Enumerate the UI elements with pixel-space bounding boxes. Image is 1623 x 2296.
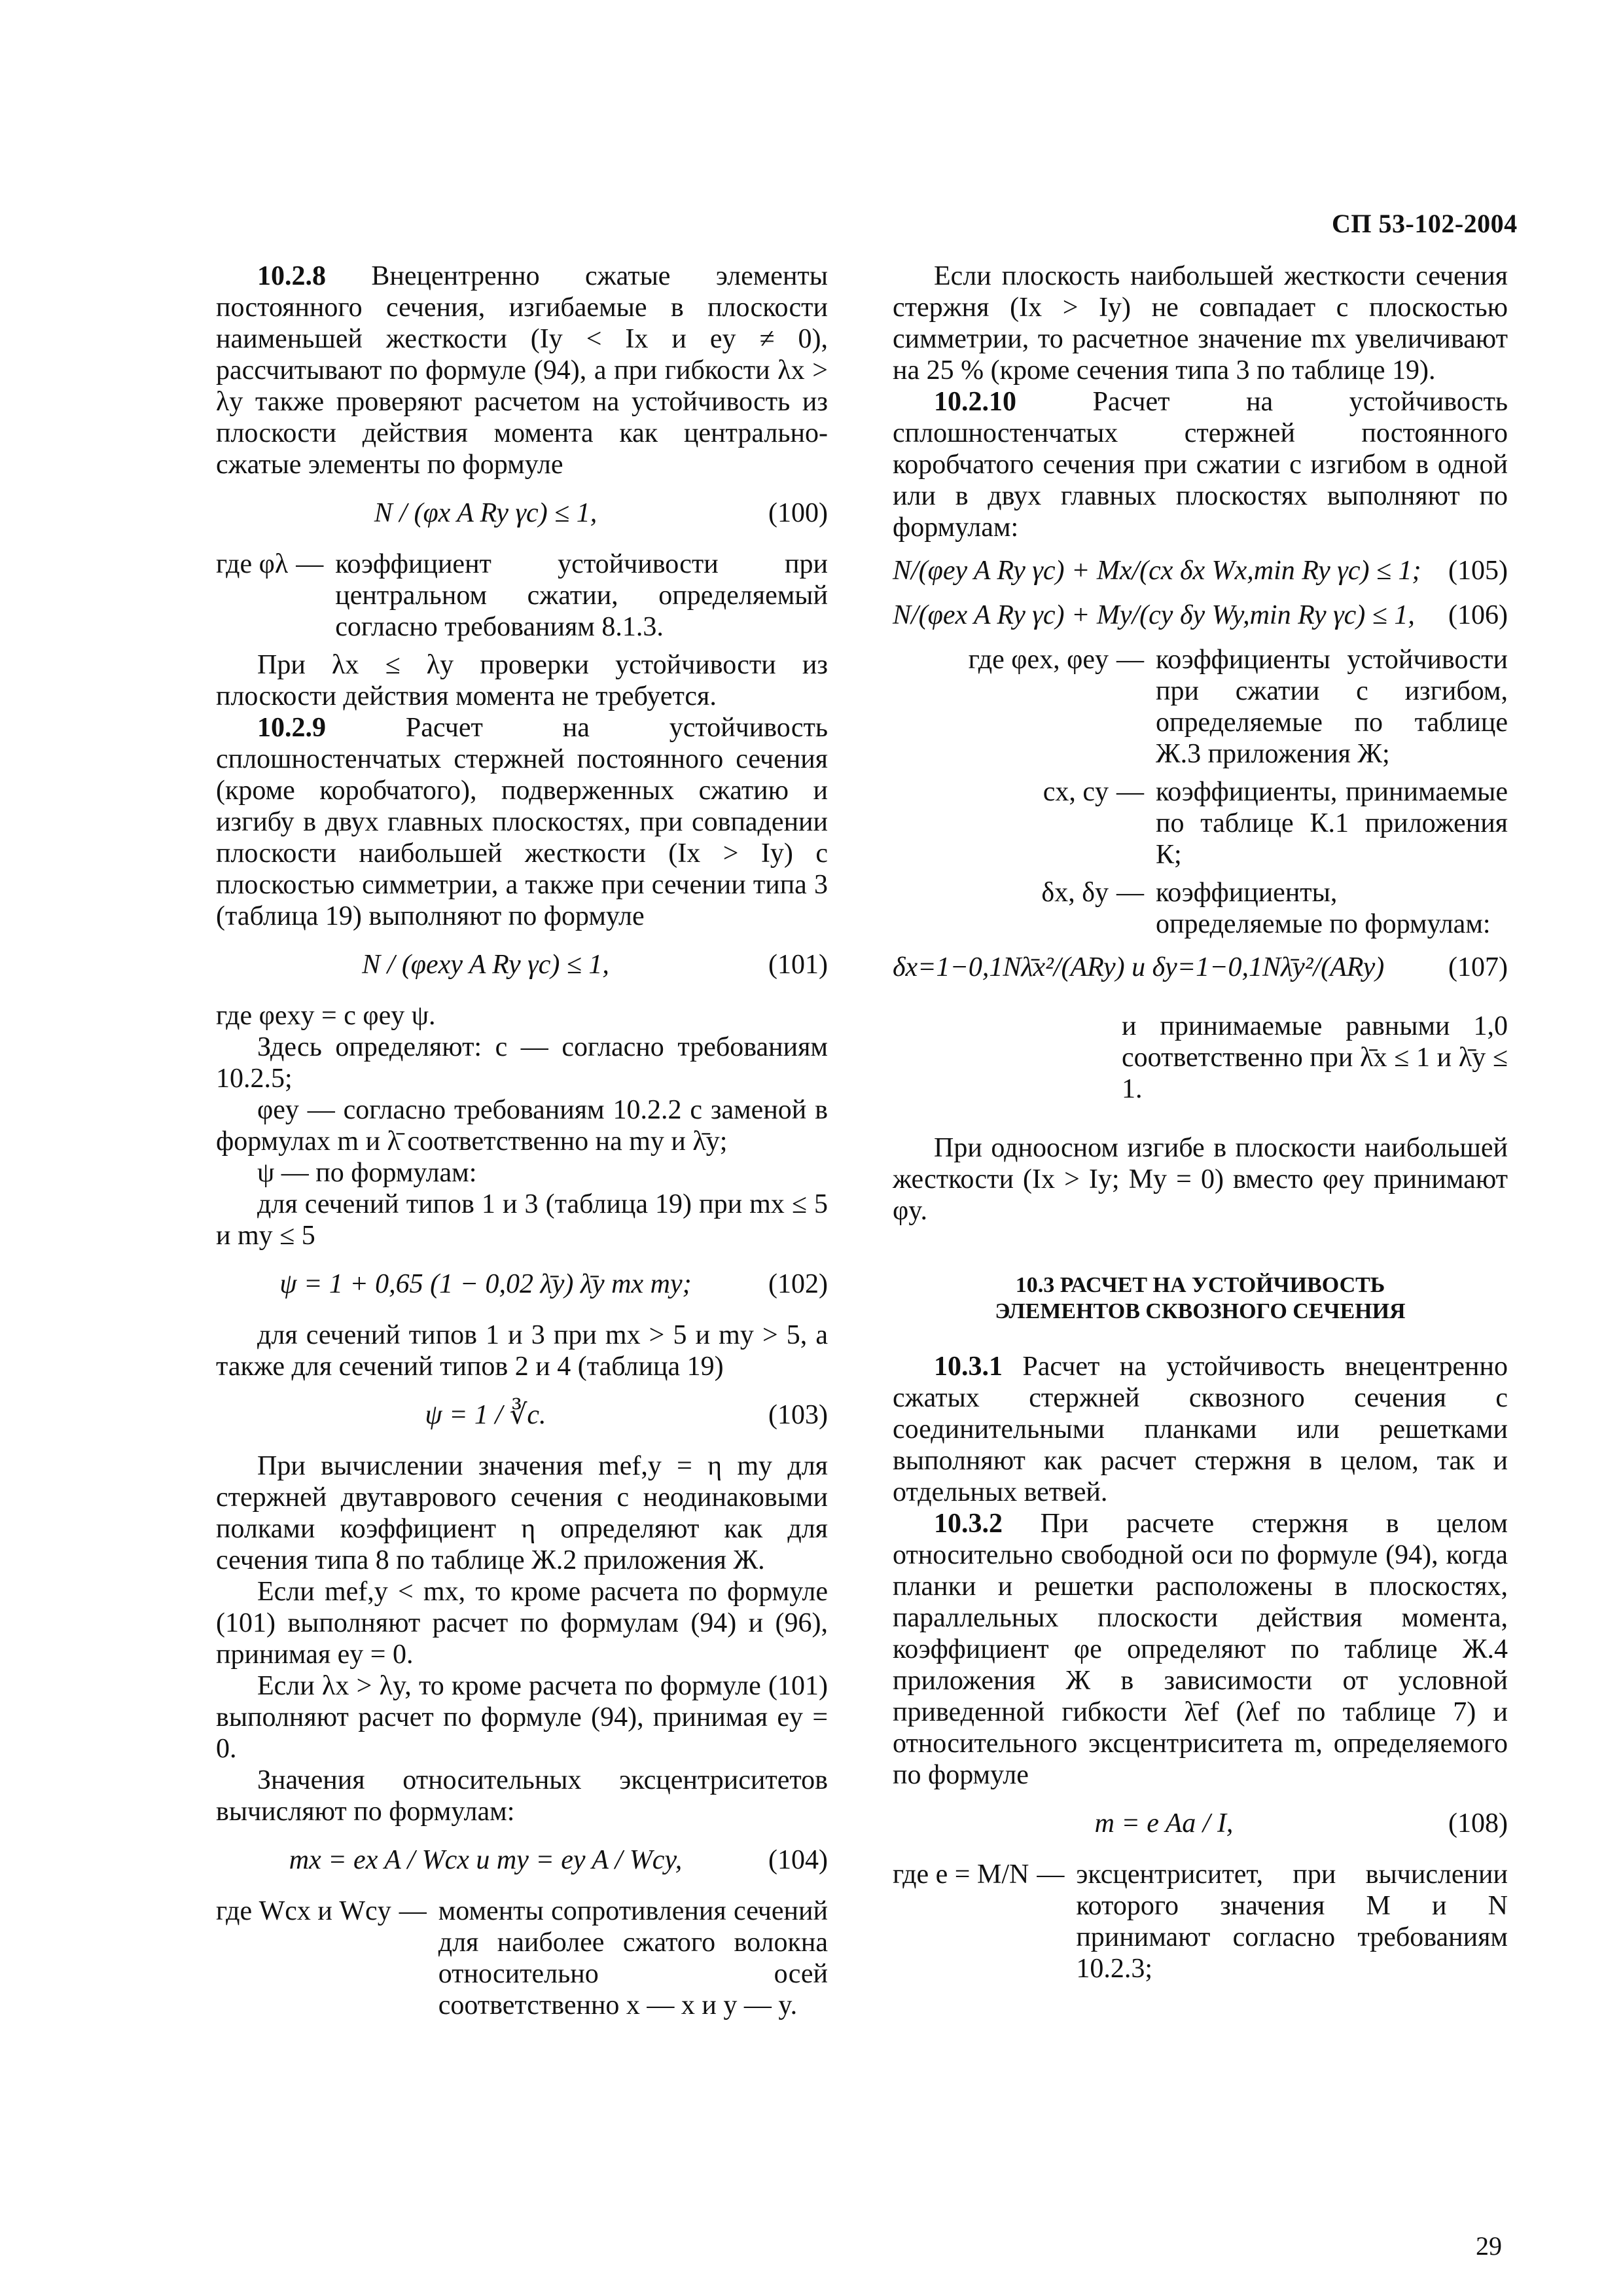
formula-expression: δx=1−0,1Nλ̄x²/(ARy) и δy=1−0,1Nλ̄y²/(ARy) (893, 952, 1385, 982)
paragraph-phiey: φey — согласно требованиям 10.2.2 с заменой в формулах m и λ̄ соответственно на my и λ̄y; (216, 1095, 828, 1157)
where-definition: коэффициент устойчивости при центральном сжатии, определяемый согласно требованиям 8.1.3. (335, 549, 828, 642)
formula-105 (893, 555, 1508, 586)
where-e (893, 1859, 1508, 1984)
where-term: cx, cy (1043, 777, 1109, 807)
formula-104 (216, 1844, 828, 1876)
document-code: СП 53-102-2004 (1332, 209, 1518, 238)
where-term: где φex, φey (968, 645, 1109, 675)
paragraph-text: При расчете стержня в целом относительно свободной оси по формуле (94), когда планки и решетки расположены в плоскостях, параллельных плоскости действия момента, коэффициент φe определяют по таблице Ж.4 приложения Ж в зависимости от условной приведенной гибкости λ̄ef (λef по таблице 7) и относительного эксцентриситета m, определяемого по формуле (893, 1509, 1508, 1790)
paragraph-mef: При вычислении значения mef,y = η my для стержней двутаврового сечения с неодинаковыми полками коэффициент η определяют как для сечения типа 8 по таблице Ж.2 приложения Ж. (216, 1451, 828, 1575)
where-term: где Wcx и Wcy (216, 1896, 391, 1926)
formula-expression: m = e Aa / I, (1094, 1808, 1234, 1839)
formula-expression: N/(φey A Ry γc) + Mx/(cx δx Wx,min Ry γc) ≤ 1; (893, 556, 1421, 586)
paragraph-uniaxial: При одноосном изгибе в плоскости наибольшей жесткости (Ix > Iy; My = 0) вместо φey принимают φy. (893, 1133, 1508, 1226)
formula-number: (100) (768, 498, 828, 528)
formula-expression: ψ = 1 + 0,65 (1 − 0,02 λ̄y) λ̄y mx my; (279, 1269, 692, 1299)
formula-number: (101) (768, 950, 828, 980)
page-number: 29 (1476, 2231, 1502, 2261)
section-heading-10-3 (893, 1272, 1508, 1325)
right-column (893, 260, 1508, 1991)
where-dash: — (1116, 645, 1144, 675)
where-term: δx, δy (1041, 878, 1109, 908)
paragraph-types-1-3: для сечений типов 1 и 3 (таблица 19) при mx ≤ 5 и my ≤ 5 (216, 1189, 828, 1251)
paragraph-text: Расчет на устойчивость сплошностенчатых стержней постоянного сечения (кроме коробчатого), подверженных сжатию и изгибу в двух главных плоскостях, при совпадении плоскости наибольшей жесткости (Ix > Iy) с плоскостью симметрии, а также при сечении типа 3 (таблица 19) выполняют по формуле (216, 713, 829, 931)
formula-expression: N / (φx A Ry γc) ≤ 1, (374, 498, 597, 528)
section-number: 10.3.2 (934, 1509, 1003, 1539)
where-definition: моменты сопротивления сечений для наиболее сжатого волокна относительно осей соответственно x — x и y — y. (438, 1896, 828, 2020)
where-term: где e = M/N (893, 1859, 1029, 1890)
formula-103 (216, 1399, 828, 1431)
where-cx (893, 776, 1508, 870)
paragraph-if-mef: Если mef,y < mx, то кроме расчета по формуле (101) выполняют расчет по формулам (94) и (96), принимая ey = 0. (216, 1577, 828, 1670)
formula-number: (103) (768, 1400, 828, 1430)
where-dash: — (1037, 1859, 1065, 1890)
paragraph-10-2-9 (216, 712, 828, 932)
formula-100 (216, 497, 828, 529)
formula-108 (893, 1808, 1508, 1839)
heading-line: 10.3 РАСЧЕТ НА УСТОЙЧИВОСТЬ (1015, 1273, 1385, 1297)
where-definition: эксцентриситет, при вычислении которого значения M и N принимают согласно требованиям 10.2.3; (1076, 1859, 1508, 1984)
paragraph-text: Расчет на устойчивость сплошностенчатых стержней постоянного коробчатого сечения при сжатии с изгибом в одной или в двух главных плоскостях выполняют по формулам: (893, 387, 1508, 543)
paragraph-plane: Если плоскость наибольшей жесткости сечения стержня (Ix > Iy) не совпадает с плоскостью симметрии, то расчетное значение mx увеличивают на 25 % (кроме сечения типа 3 по таблице 19). (893, 261, 1508, 386)
formula-expression: ψ = 1 / ∛c. (425, 1400, 546, 1430)
paragraph-text: Расчет на устойчивость внецентренно сжатых стержней сквозного сечения с соединительными планками или решетками выполняют как расчет стержня в целом, так и отдельных ветвей. (893, 1352, 1508, 1507)
formula-102 (216, 1268, 828, 1300)
paragraph-accept: и принимаемые равными 1,0 соответственно при λ̄x ≤ 1 и λ̄y ≤ 1. (1122, 1011, 1508, 1104)
paragraph-types-1-3-b: для сечений типов 1 и 3 при mx > 5 и my > 5, а также для сечений типов 2 и 4 (таблица 19) (216, 1320, 828, 1382)
formula-number: (105) (1448, 556, 1508, 586)
where-phiexy: где φexy = c φey ψ. (216, 1001, 436, 1031)
where-definition: коэффициенты, определяемые по формулам: (1156, 878, 1491, 939)
formula-number: (106) (1448, 600, 1508, 630)
where-definition: коэффициенты устойчивости при сжатии с изгибом, определяемые по таблице Ж.3 приложения Ж; (1156, 645, 1508, 769)
paragraph-lambda: При λx ≤ λy проверки устойчивости из плоскости действия момента не требуется. (216, 650, 828, 711)
formula-number: (102) (768, 1269, 828, 1299)
where-dash: — (1116, 777, 1144, 807)
formula-107 (893, 952, 1508, 983)
paragraph-10-2-10 (893, 386, 1508, 543)
section-number: 10.2.10 (934, 387, 1016, 417)
where-w (216, 1895, 828, 2021)
where-dash: — (399, 1896, 427, 1926)
left-column (216, 260, 828, 2028)
paragraph-text: Внецентренно сжатые элементы постоянного сечения, изгибаемые в плоскости наименьшей жесткости (Iy < Ix и ey ≠ 0), рассчитывают по формуле (94), а при гибкости λx > λy также проверяют расчетом на устойчивость из плоскости действия момента как центрально-сжатые элементы по формуле (216, 261, 829, 480)
section-number: 10.2.9 (257, 713, 326, 743)
paragraph-here: Здесь определяют: c — согласно требованиям 10.2.5; (216, 1032, 828, 1094)
formula-expression: N / (φexy A Ry γc) ≤ 1, (362, 950, 609, 980)
section-number: 10.2.8 (257, 261, 326, 291)
formula-expression: N/(φex A Ry γc) + My/(cy δy Wy,min Ry γc) ≤ 1, (893, 600, 1415, 630)
where-definition: коэффициенты, принимаемые по таблице К.1 приложения К; (1156, 777, 1508, 870)
paragraph-10-3-2 (893, 1508, 1508, 1791)
paragraph-10-2-8 (216, 260, 828, 480)
formula-number: (107) (1448, 952, 1508, 982)
paragraph-10-3-1 (893, 1351, 1508, 1508)
where-term: где φλ (216, 549, 289, 579)
formula-number: (104) (768, 1845, 828, 1875)
paragraph-eccentricity: Значения относительных эксцентриситетов вычисляют по формулам: (216, 1765, 828, 1827)
where-phi (216, 548, 828, 643)
where-delta (893, 877, 1508, 940)
section-number: 10.3.1 (934, 1352, 1003, 1382)
paragraph-if-lambda: Если λx > λy, то кроме расчета по формуле (101) выполняют расчет по формуле (94), принимая ey = 0. (216, 1671, 828, 1764)
formula-number: (108) (1448, 1808, 1508, 1839)
formula-expression: mx = ex A / Wcx и my = ey A / Wcy, (289, 1845, 683, 1875)
paragraph-psi: ψ — по формулам: (257, 1158, 477, 1188)
formula-101 (216, 949, 828, 980)
heading-line: ЭЛЕМЕНТОВ СКВОЗНОГО СЕЧЕНИЯ (995, 1299, 1406, 1323)
where-phiex (893, 644, 1508, 770)
where-dash: — (1116, 878, 1144, 908)
where-dash: — (296, 549, 324, 579)
formula-106 (893, 600, 1508, 631)
